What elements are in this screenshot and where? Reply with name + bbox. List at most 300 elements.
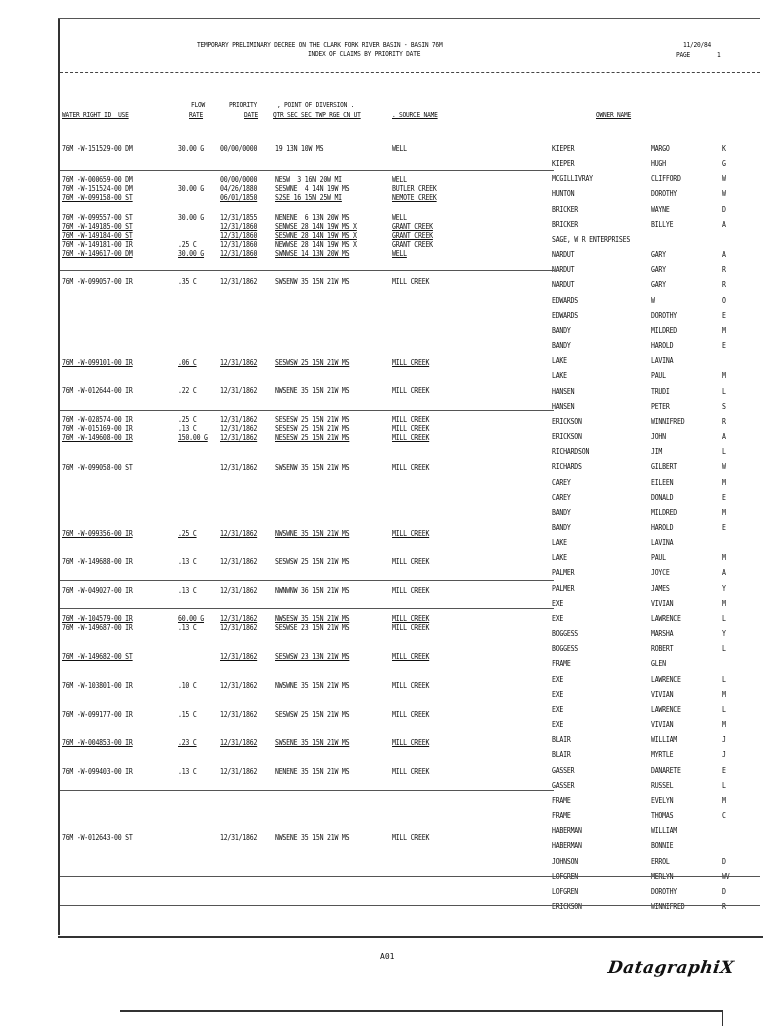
owner-first-name: WAYNE [651, 205, 670, 214]
owner-initial: S [722, 402, 726, 411]
owner-last-name: HUNTON [552, 189, 575, 198]
claim-water-right-id: 76M -W-099101-00 IR [62, 358, 133, 367]
claim-priority-date: 00/00/0000 [220, 144, 258, 153]
claim-priority-date: 12/31/1862 [220, 433, 258, 442]
owner-initial: E [722, 341, 726, 350]
claim-flow-rate: .25 C [178, 529, 197, 538]
claim-flow-rate: .35 C [178, 277, 197, 286]
owner-initial: M [722, 690, 726, 699]
claim-water-right-id: 76M -W-103801-00 IR [62, 681, 133, 690]
owner-first-name: MERLYN [651, 872, 674, 881]
row-separator [60, 580, 554, 581]
col-priority-top: PRIORITY [229, 100, 258, 109]
claim-water-right-id: 76M -W-012643-00 ST [62, 833, 133, 842]
owner-initial: M [722, 720, 726, 729]
owner-last-name: NARDUT [552, 280, 575, 289]
owner-last-name: LAKE [552, 371, 567, 380]
owner-last-name: BANDY [552, 326, 571, 335]
owner-first-name: HAROLD [651, 341, 674, 350]
owner-initial: W [722, 174, 726, 183]
owner-first-name: VIVIAN [651, 720, 674, 729]
claim-water-right-id: 76M -W-149687-00 IR [62, 623, 133, 632]
owner-last-name: EXE [552, 705, 564, 714]
claim-priority-date: 12/31/1862 [220, 277, 258, 286]
claim-water-right-id: 76M -W-149608-00 IR [62, 433, 133, 442]
claim-source-name: MILL CREEK [392, 557, 430, 566]
owner-initial: D [722, 857, 726, 866]
claim-priority-date: 12/31/1862 [220, 767, 258, 776]
claim-priority-date: 12/31/1862 [220, 681, 258, 690]
claim-point-of-diversion: NWSWNE 35 15N 21W MS [275, 529, 350, 538]
claim-flow-rate: .13 C [178, 767, 197, 776]
owner-initial: R [722, 280, 726, 289]
page-label: PAGE [676, 50, 691, 59]
claim-flow-rate: .13 C [178, 557, 197, 566]
col-owner-name: OWNER NAME [596, 110, 632, 119]
owner-first-name: PETER [651, 402, 670, 411]
claim-flow-rate: 30.00 G [178, 213, 205, 222]
claim-source-name: MILL CREEK [392, 710, 430, 719]
claim-source-name: GRANT CREEK [392, 222, 433, 231]
claim-priority-date: 12/31/1862 [220, 710, 258, 719]
col-source-name: . SOURCE NAME [392, 110, 438, 119]
claim-point-of-diversion: NWNWNW 36 15N 21W MS [275, 586, 350, 595]
owner-last-name: HABERMAN [552, 826, 582, 835]
owner-last-name: LAKE [552, 538, 567, 547]
owner-initial: W [722, 462, 726, 471]
owner-last-name: BANDY [552, 523, 571, 532]
claim-water-right-id: 76M -W-000659-00 DM [62, 175, 133, 184]
owner-last-name: MCGILLIVRAY [552, 174, 593, 183]
owner-first-name: JAMES [651, 584, 670, 593]
owner-initial: L [722, 781, 726, 790]
claim-source-name: MILL CREEK [392, 738, 430, 747]
owner-first-name: THOMAS [651, 811, 674, 820]
owner-first-name: LAVINA [651, 538, 674, 547]
claim-point-of-diversion: SESWSW 25 15N 21W MS [275, 557, 350, 566]
page-top-border [58, 18, 760, 19]
col-pod-top: , POINT OF DIVERSION . [277, 100, 355, 109]
claim-source-name: MILL CREEK [392, 833, 430, 842]
owner-initial: J [722, 750, 726, 759]
claim-flow-rate: 30.00 G [178, 184, 205, 193]
owner-first-name: JOHN [651, 432, 666, 441]
claim-point-of-diversion: 19 13N 10W MS [275, 144, 324, 153]
claim-water-right-id: 76M -W-104579-00 IR [62, 614, 133, 623]
claim-source-name: MILL CREEK [392, 623, 430, 632]
owner-last-name: RICHARDS [552, 462, 582, 471]
owner-first-name: WILLIAM [651, 735, 678, 744]
owner-initial: E [722, 493, 726, 502]
owner-last-name: FRAME [552, 796, 571, 805]
owner-initial: A [722, 220, 726, 229]
claim-priority-date: 12/31/1862 [220, 833, 258, 842]
owner-first-name: GILBERT [651, 462, 678, 471]
owner-last-name: KIEPER [552, 159, 575, 168]
page-left-border [58, 18, 60, 935]
claim-flow-rate: 30.00 G [178, 144, 205, 153]
header-separator [60, 72, 760, 73]
claim-source-name: MILL CREEK [392, 424, 430, 433]
report-subtitle: INDEX OF CLAIMS BY PRIORITY DATE [308, 49, 421, 58]
claim-source-name: MILL CREEK [392, 463, 430, 472]
owner-initial: K [722, 144, 726, 153]
claim-flow-rate: .13 C [178, 623, 197, 632]
claim-point-of-diversion: NEWWSE 28 14N 19W MS X [275, 240, 357, 249]
claim-source-name: WELL [392, 144, 407, 153]
owner-initial: E [722, 523, 726, 532]
claim-priority-date: 12/31/1862 [220, 358, 258, 367]
claim-flow-rate: 60.00 G [178, 614, 205, 623]
owner-first-name: WILLIAM [651, 826, 678, 835]
owner-last-name: PALMER [552, 568, 575, 577]
claim-priority-date: 12/31/1862 [220, 586, 258, 595]
claim-priority-date: 12/31/1860 [220, 222, 258, 231]
owner-initial: L [722, 387, 726, 396]
claim-source-name: MILL CREEK [392, 586, 430, 595]
owner-initial: L [722, 447, 726, 456]
row-separator [60, 790, 554, 791]
claim-source-name: MILL CREEK [392, 386, 430, 395]
claim-water-right-id: 76M -W-099557-00 ST [62, 213, 133, 222]
col-pod: QTR SEC SEC TWP RGE CN UT [273, 110, 361, 119]
owner-initial: Y [722, 629, 726, 638]
row-separator [60, 170, 554, 171]
claim-source-name: MILL CREEK [392, 681, 430, 690]
claim-flow-rate: .13 C [178, 424, 197, 433]
owner-first-name: MILDRED [651, 508, 678, 517]
owner-last-name: HANSEN [552, 387, 575, 396]
claim-priority-date: 12/31/1855 [220, 213, 258, 222]
owner-first-name: WINNIFRED [651, 417, 685, 426]
owner-last-name: BRICKER [552, 220, 579, 229]
owner-first-name: HAROLD [651, 523, 674, 532]
owner-last-name: ERICKSON [552, 417, 582, 426]
col-flow-rate: RATE [189, 110, 204, 119]
claim-flow-rate: .10 C [178, 681, 197, 690]
claim-point-of-diversion: NESESW 25 15N 21W MS [275, 433, 350, 442]
claim-priority-date: 12/31/1862 [220, 652, 258, 661]
owner-first-name: GARY [651, 265, 666, 274]
datagraphix-logo: DatagraphiX [606, 958, 736, 978]
owner-first-name: DOROTHY [651, 887, 678, 896]
owner-last-name: NARDUT [552, 265, 575, 274]
owner-last-name: LOFGREN [552, 872, 579, 881]
owner-last-name: BANDY [552, 508, 571, 517]
owner-initial: M [722, 553, 726, 562]
owner-first-name: HUGH [651, 159, 666, 168]
claim-priority-date: 12/31/1860 [220, 249, 258, 258]
owner-initial: L [722, 675, 726, 684]
claim-water-right-id: 76M -W-149181-00 IR [62, 240, 133, 249]
claim-water-right-id: 76M -W-004853-00 IR [62, 738, 133, 747]
owner-first-name: GARY [651, 280, 666, 289]
owner-initial: L [722, 644, 726, 653]
owner-first-name: VIVIAN [651, 599, 674, 608]
owner-initial: E [722, 766, 726, 775]
owner-first-name: W [651, 296, 655, 305]
owner-last-name: HANSEN [552, 402, 575, 411]
owner-first-name: DOROTHY [651, 311, 678, 320]
owner-initial: M [722, 326, 726, 335]
claim-source-name: MILL CREEK [392, 415, 430, 424]
report-title: TEMPORARY PRELIMINARY DECREE ON THE CLARK FORK RIVER BASIN - BASIN 76M [197, 40, 443, 49]
claim-point-of-diversion: SESWSW 23 13N 21W MS [275, 652, 350, 661]
claim-flow-rate: 30.00 G [178, 249, 205, 258]
claim-priority-date: 06/01/1850 [220, 193, 258, 202]
claim-source-name: MILL CREEK [392, 652, 430, 661]
owner-first-name: CLIFFORD [651, 174, 681, 183]
row-separator [60, 608, 554, 609]
claim-point-of-diversion: SESWSE 23 15N 21W MS [275, 623, 350, 632]
claim-source-name: BUTLER CREEK [392, 184, 437, 193]
owner-initial: M [722, 508, 726, 517]
claim-water-right-id: 76M -W-015169-00 IR [62, 424, 133, 433]
claim-water-right-id: 76M -W-099158-00 ST [62, 193, 133, 202]
claim-point-of-diversion: NWSENE 35 15N 21W MS [275, 833, 350, 842]
claim-point-of-diversion: SESESW 25 15N 21W MS [275, 415, 350, 424]
owner-first-name: RUSSEL [651, 781, 674, 790]
claim-flow-rate: .23 C [178, 738, 197, 747]
owner-last-name: EXE [552, 690, 564, 699]
owner-initial: M [722, 796, 726, 805]
owner-last-name: NARDUT [552, 250, 575, 259]
row-separator [60, 410, 554, 411]
owner-first-name: TRUDI [651, 387, 670, 396]
owner-last-name: GASSER [552, 781, 575, 790]
claim-water-right-id: 76M -W-149617-00 DM [62, 249, 133, 258]
claim-water-right-id: 76M -W-099058-00 ST [62, 463, 133, 472]
owner-last-name: EXE [552, 614, 564, 623]
owner-last-name: EDWARDS [552, 296, 579, 305]
claim-point-of-diversion: NENENE 6 13N 20W MS [275, 213, 350, 222]
col-priority-date: DATE [244, 110, 259, 119]
claim-water-right-id: 76M -W-049027-00 IR [62, 586, 133, 595]
claim-water-right-id: 76M -W-012644-00 IR [62, 386, 133, 395]
claim-point-of-diversion: SWSENW 35 15N 21W MS [275, 277, 350, 286]
report-date: 11/20/84 [683, 40, 712, 49]
owner-initial: Y [722, 584, 726, 593]
page-bottom-border [58, 936, 763, 938]
claim-source-name: MILL CREEK [392, 433, 430, 442]
claim-source-name: MILL CREEK [392, 614, 430, 623]
owner-initial: C [722, 811, 726, 820]
owner-last-name: RICHARDSON [552, 447, 590, 456]
claim-point-of-diversion: SESWSW 25 15N 21W MS [275, 358, 350, 367]
page-code: A01 [380, 952, 395, 961]
owner-initial: R [722, 417, 726, 426]
col-water-right: WATER RIGHT ID USE [62, 110, 129, 119]
owner-first-name: EILEEN [651, 478, 674, 487]
owner-last-name: PALMER [552, 584, 575, 593]
owner-first-name: PAUL [651, 371, 666, 380]
owner-first-name: EVELYN [651, 796, 674, 805]
owner-last-name: GASSER [552, 766, 575, 775]
owner-last-name: ERICKSON [552, 902, 582, 911]
claim-point-of-diversion: SESWNE 28 14N 19W MS X [275, 231, 357, 240]
owner-first-name: JOYCE [651, 568, 670, 577]
claim-flow-rate: .25 C [178, 240, 197, 249]
owner-last-name: LAKE [552, 553, 567, 562]
owner-last-name: SAGE, W R ENTERPRISES [552, 235, 631, 244]
owner-first-name: LAWRENCE [651, 614, 681, 623]
claim-priority-date: 12/31/1862 [220, 623, 258, 632]
owner-last-name: BLAIR [552, 735, 571, 744]
claim-priority-date: 00/00/0000 [220, 175, 258, 184]
claim-water-right-id: 76M -W-149688-00 IR [62, 557, 133, 566]
claim-source-name: MILL CREEK [392, 767, 430, 776]
owner-initial: D [722, 887, 726, 896]
claim-point-of-diversion: SESWSW 25 15N 21W MS [275, 710, 350, 719]
owner-initial: G [722, 159, 726, 168]
owner-last-name: HABERMAN [552, 841, 582, 850]
owner-first-name: PAUL [651, 553, 666, 562]
owner-initial: A [722, 568, 726, 577]
owner-initial: O [722, 296, 726, 305]
owner-initial: L [722, 614, 726, 623]
claim-water-right-id: 76M -W-099403-00 IR [62, 767, 133, 776]
owner-initial: WV [722, 872, 730, 881]
claim-water-right-id: 76M -W-099057-00 IR [62, 277, 133, 286]
owner-initial: D [722, 205, 726, 214]
owner-initial: R [722, 902, 726, 911]
claim-water-right-id: 76M -W-099177-00 IR [62, 710, 133, 719]
claim-source-name: MILL CREEK [392, 529, 430, 538]
owner-first-name: DONALD [651, 493, 674, 502]
claim-priority-date: 12/31/1862 [220, 738, 258, 747]
row-separator [60, 876, 760, 877]
claim-source-name: MILL CREEK [392, 358, 430, 367]
claim-priority-date: 12/31/1862 [220, 386, 258, 395]
owner-first-name: MYRTLE [651, 750, 674, 759]
owner-last-name: FRAME [552, 659, 571, 668]
col-flow-top: FLOW [191, 100, 206, 109]
claim-source-name: NEMOTE CREEK [392, 193, 437, 202]
claim-point-of-diversion: SWSENE 35 15N 21W MS [275, 738, 350, 747]
owner-initial: L [722, 705, 726, 714]
claim-point-of-diversion: SESESW 25 15N 21W MS [275, 424, 350, 433]
owner-last-name: ERICKSON [552, 432, 582, 441]
claim-priority-date: 12/31/1862 [220, 463, 258, 472]
owner-first-name: BONNIE [651, 841, 674, 850]
owner-last-name: KIEPER [552, 144, 575, 153]
owner-last-name: EXE [552, 720, 564, 729]
owner-initial: E [722, 311, 726, 320]
owner-first-name: LAVINA [651, 356, 674, 365]
claim-source-name: WELL [392, 213, 407, 222]
claim-flow-rate: .22 C [178, 386, 197, 395]
owner-first-name: GARY [651, 250, 666, 259]
claim-water-right-id: 76M -W-151524-00 DM [62, 184, 133, 193]
claim-water-right-id: 76M -W-099356-00 IR [62, 529, 133, 538]
row-separator [60, 905, 760, 906]
owner-last-name: EDWARDS [552, 311, 579, 320]
claim-priority-date: 12/31/1862 [220, 424, 258, 433]
owner-last-name: CAREY [552, 478, 571, 487]
owner-last-name: CAREY [552, 493, 571, 502]
owner-initial: W [722, 189, 726, 198]
owner-first-name: WINNIFRED [651, 902, 685, 911]
claim-source-name: MILL CREEK [392, 277, 430, 286]
claim-priority-date: 12/31/1860 [220, 231, 258, 240]
claim-flow-rate: .25 C [178, 415, 197, 424]
claim-water-right-id: 76M -W-149184-00 ST [62, 231, 133, 240]
claim-priority-date: 12/31/1860 [220, 240, 258, 249]
owner-last-name: LAKE [552, 356, 567, 365]
owner-last-name: BOGGESS [552, 644, 579, 653]
owner-last-name: LOFGREN [552, 887, 579, 896]
owner-first-name: DOROTHY [651, 189, 678, 198]
claim-source-name: GRANT CREEK [392, 240, 433, 249]
owner-last-name: BANDY [552, 341, 571, 350]
owner-last-name: JOHNSON [552, 857, 579, 866]
claim-priority-date: 12/31/1862 [220, 529, 258, 538]
owner-initial: M [722, 599, 726, 608]
claim-point-of-diversion: SESWNE 4 14N 19W MS [275, 184, 350, 193]
owner-initial: J [722, 735, 726, 744]
claim-flow-rate: 150.00 G [178, 433, 208, 442]
owner-first-name: DANARETE [651, 766, 681, 775]
claim-water-right-id: 76M -W-149682-00 ST [62, 652, 133, 661]
owner-first-name: MARGO [651, 144, 670, 153]
owner-first-name: ROBERT [651, 644, 674, 653]
owner-initial: M [722, 478, 726, 487]
owner-initial: A [722, 250, 726, 259]
owner-first-name: GLEN [651, 659, 666, 668]
owner-first-name: JIM [651, 447, 663, 456]
owner-first-name: LAWRENCE [651, 675, 681, 684]
owner-last-name: FRAME [552, 811, 571, 820]
owner-last-name: EXE [552, 599, 564, 608]
claim-water-right-id: 76M -W-028574-00 IR [62, 415, 133, 424]
owner-first-name: BILLYE [651, 220, 674, 229]
claim-point-of-diversion: SWSENW 35 15N 21W MS [275, 463, 350, 472]
owner-initial: A [722, 432, 726, 441]
owner-last-name: BRICKER [552, 205, 579, 214]
claim-point-of-diversion: S2SE 16 15N 25W MI [275, 193, 342, 202]
owner-initial: R [722, 265, 726, 274]
page-number: 1 [717, 50, 721, 59]
claim-point-of-diversion: NWSESW 35 15N 21W MS [275, 614, 350, 623]
owner-last-name: BLAIR [552, 750, 571, 759]
claim-source-name: GRANT CREEK [392, 231, 433, 240]
owner-first-name: MARSHA [651, 629, 674, 638]
owner-first-name: ERROL [651, 857, 670, 866]
claim-point-of-diversion: SENWSE 28 14N 19W MS X [275, 222, 357, 231]
claim-flow-rate: .15 C [178, 710, 197, 719]
claim-priority-date: 04/26/1880 [220, 184, 258, 193]
owner-last-name: BOGGESS [552, 629, 579, 638]
claim-priority-date: 12/31/1862 [220, 614, 258, 623]
claim-flow-rate: .13 C [178, 586, 197, 595]
claim-water-right-id: 76M -W-151529-00 DM [62, 144, 133, 153]
claim-point-of-diversion: SWNWSE 14 13N 20W MS [275, 249, 350, 258]
claim-source-name: WELL [392, 175, 407, 184]
claim-source-name: WELL [392, 249, 407, 258]
owner-first-name: VIVIAN [651, 690, 674, 699]
row-separator [60, 270, 554, 271]
claim-point-of-diversion: NWSENE 35 15N 21W MS [275, 386, 350, 395]
owner-initial: M [722, 371, 726, 380]
owner-first-name: MILDRED [651, 326, 678, 335]
claim-point-of-diversion: NWSWNE 35 15N 21W MS [275, 681, 350, 690]
owner-first-name: LAWRENCE [651, 705, 681, 714]
claim-priority-date: 12/31/1862 [220, 415, 258, 424]
owner-last-name: EXE [552, 675, 564, 684]
claim-priority-date: 12/31/1862 [220, 557, 258, 566]
claim-flow-rate: .06 C [178, 358, 197, 367]
claim-point-of-diversion: NENENE 35 15N 21W MS [275, 767, 350, 776]
